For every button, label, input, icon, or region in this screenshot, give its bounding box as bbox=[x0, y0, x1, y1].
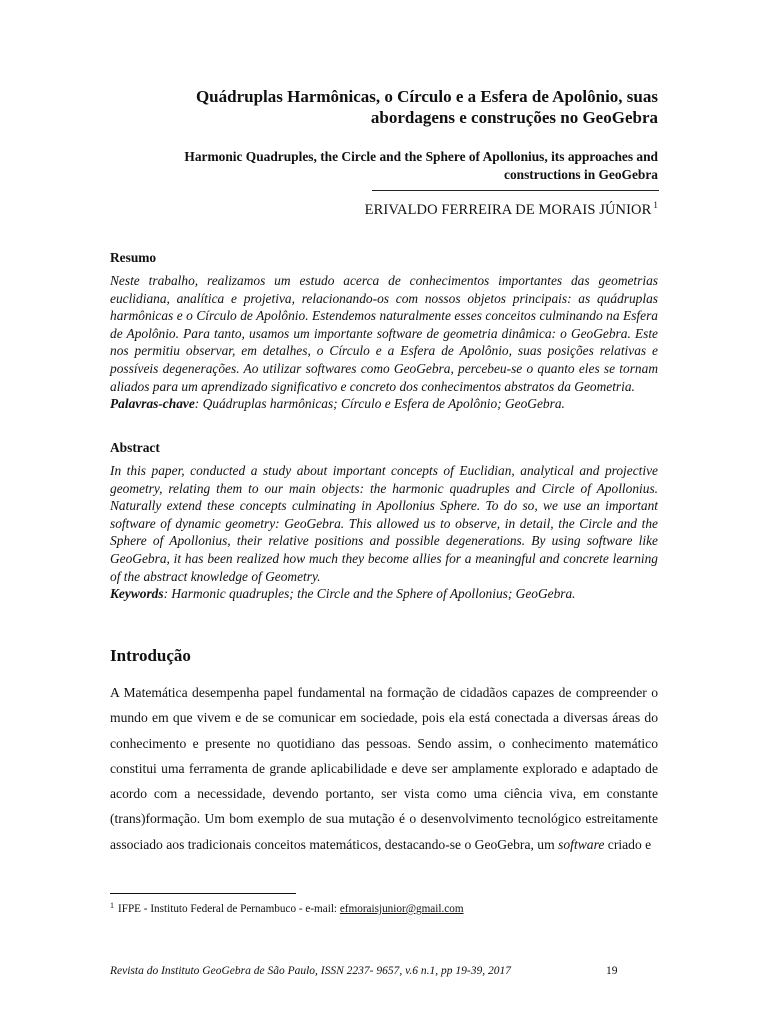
abstract-keywords-label: Keywords bbox=[110, 586, 164, 602]
resumo-keywords: : Quádruplas harmônicas; Círculo e Esfera de Apolônio; GeoGebra. bbox=[194, 396, 565, 412]
footnote-number: 1 bbox=[110, 901, 114, 910]
author-footnote-ref: 1 bbox=[653, 200, 658, 210]
resumo-keywords-label: Palavras-chave bbox=[110, 396, 195, 412]
title-divider bbox=[372, 190, 659, 191]
abstract-heading: Abstract bbox=[110, 440, 160, 455]
intro-paragraph bbox=[110, 680, 658, 857]
footnote-email-link[interactable]: efmoraisjunior@gmail.com bbox=[339, 903, 464, 915]
footnote bbox=[110, 901, 464, 915]
title-pt-line-1: Quádruplas Harmônicas, o Círculo e a Esfera de Apolônio, suas bbox=[195, 87, 658, 106]
abstract-text: In this paper, conducted a study about important concepts of Euclidian, analytical and projective geometry, relating them to our main objects: the harmonic quadruples and Circle of Apollonius. Naturally extend these concepts culminating in Apollonius Sphere. To do so, we use an important software of dynamic geometry: GeoGebra. This allowed us to observe, in detail, the Circle and the Sphere of Apollonius, their relative positions and possible degenerations. By using software like GeoGebra, it has been realized how much they become allies for a meaningful and concrete learning of the abstract knowledge of Geometry. bbox=[110, 463, 658, 584]
intro-text-after: criado e bbox=[604, 836, 652, 852]
footnote-divider bbox=[110, 893, 296, 894]
author-line bbox=[365, 200, 658, 219]
title-portuguese bbox=[110, 86, 658, 128]
page-number: 19 bbox=[606, 965, 618, 977]
intro-heading: Introdução bbox=[110, 646, 191, 665]
title-en-line-2: constructions in GeoGebra bbox=[504, 167, 658, 182]
journal-footer: Revista do Instituto GeoGebra de São Paulo, ISSN 2237- 9657, v.6 n.1, pp 19-39, 2017 bbox=[110, 965, 511, 977]
resumo-text: Neste trabalho, realizamos um estudo acerca de conhecimentos importantes das geometrias euclidiana, analítica e projetiva, relacionando-os com nossos objetos principais: as quádruplas harmônicas e o Círculo de Apolônio. Estendemos naturalmente esses conceitos culminando na Esfera de Apolônio. Para tanto, usamos um importante software de geometria dinâmica: o GeoGebra. Este nos permitiu observar, em detalhes, o Círculo e a Esfera de Apolônio, suas posições relativas e possíveis degenerações. Ao utilizar softwares como GeoGebra, percebeu-se o quanto eles se tornam aliados para um aprendizado significativo e concreto dos conhecimentos abstratos da Geometria. bbox=[110, 273, 658, 394]
title-english bbox=[110, 148, 658, 184]
title-en-line-1: Harmonic Quadruples, the Circle and the Sphere of Apollonius, its approaches and bbox=[184, 149, 658, 164]
abstract-keywords: : Harmonic quadruples; the Circle and the Sphere of Apollonius; GeoGebra. bbox=[163, 586, 576, 602]
intro-text-before: A Matemática desempenha papel fundamental na formação de cidadãos capazes de compreender o mundo em que vivem e de se comunicar em sociedade, pois ela está conectada a diversas áreas do conhecimento e presente no quotidiano das pessoas. Sendo assim, o conhecimento matemático constitui uma ferramenta de grande aplicabilidade e deve ser amplamente explorado e adaptado de acordo com a necessidade, devendo portanto, ser vista como uma ciência viva, em constante (trans)formação. Um bom exemplo de sua mutação é o desenvolvimento tecnológico estreitamente associado aos tradicionais conceitos matemáticos, destacando-se o GeoGebra, um bbox=[110, 685, 658, 852]
abstract-block bbox=[110, 462, 658, 603]
author-name: ERIVALDO FERREIRA DE MORAIS JÚNIOR bbox=[364, 202, 652, 218]
resumo-heading: Resumo bbox=[110, 250, 157, 265]
footnote-text: IFPE - Instituto Federal de Pernambuco - e-mail: bbox=[118, 903, 340, 915]
intro-software-word: software bbox=[558, 836, 605, 852]
resumo-block bbox=[110, 272, 658, 413]
title-pt-line-2: abordagens e construções no GeoGebra bbox=[370, 108, 658, 127]
